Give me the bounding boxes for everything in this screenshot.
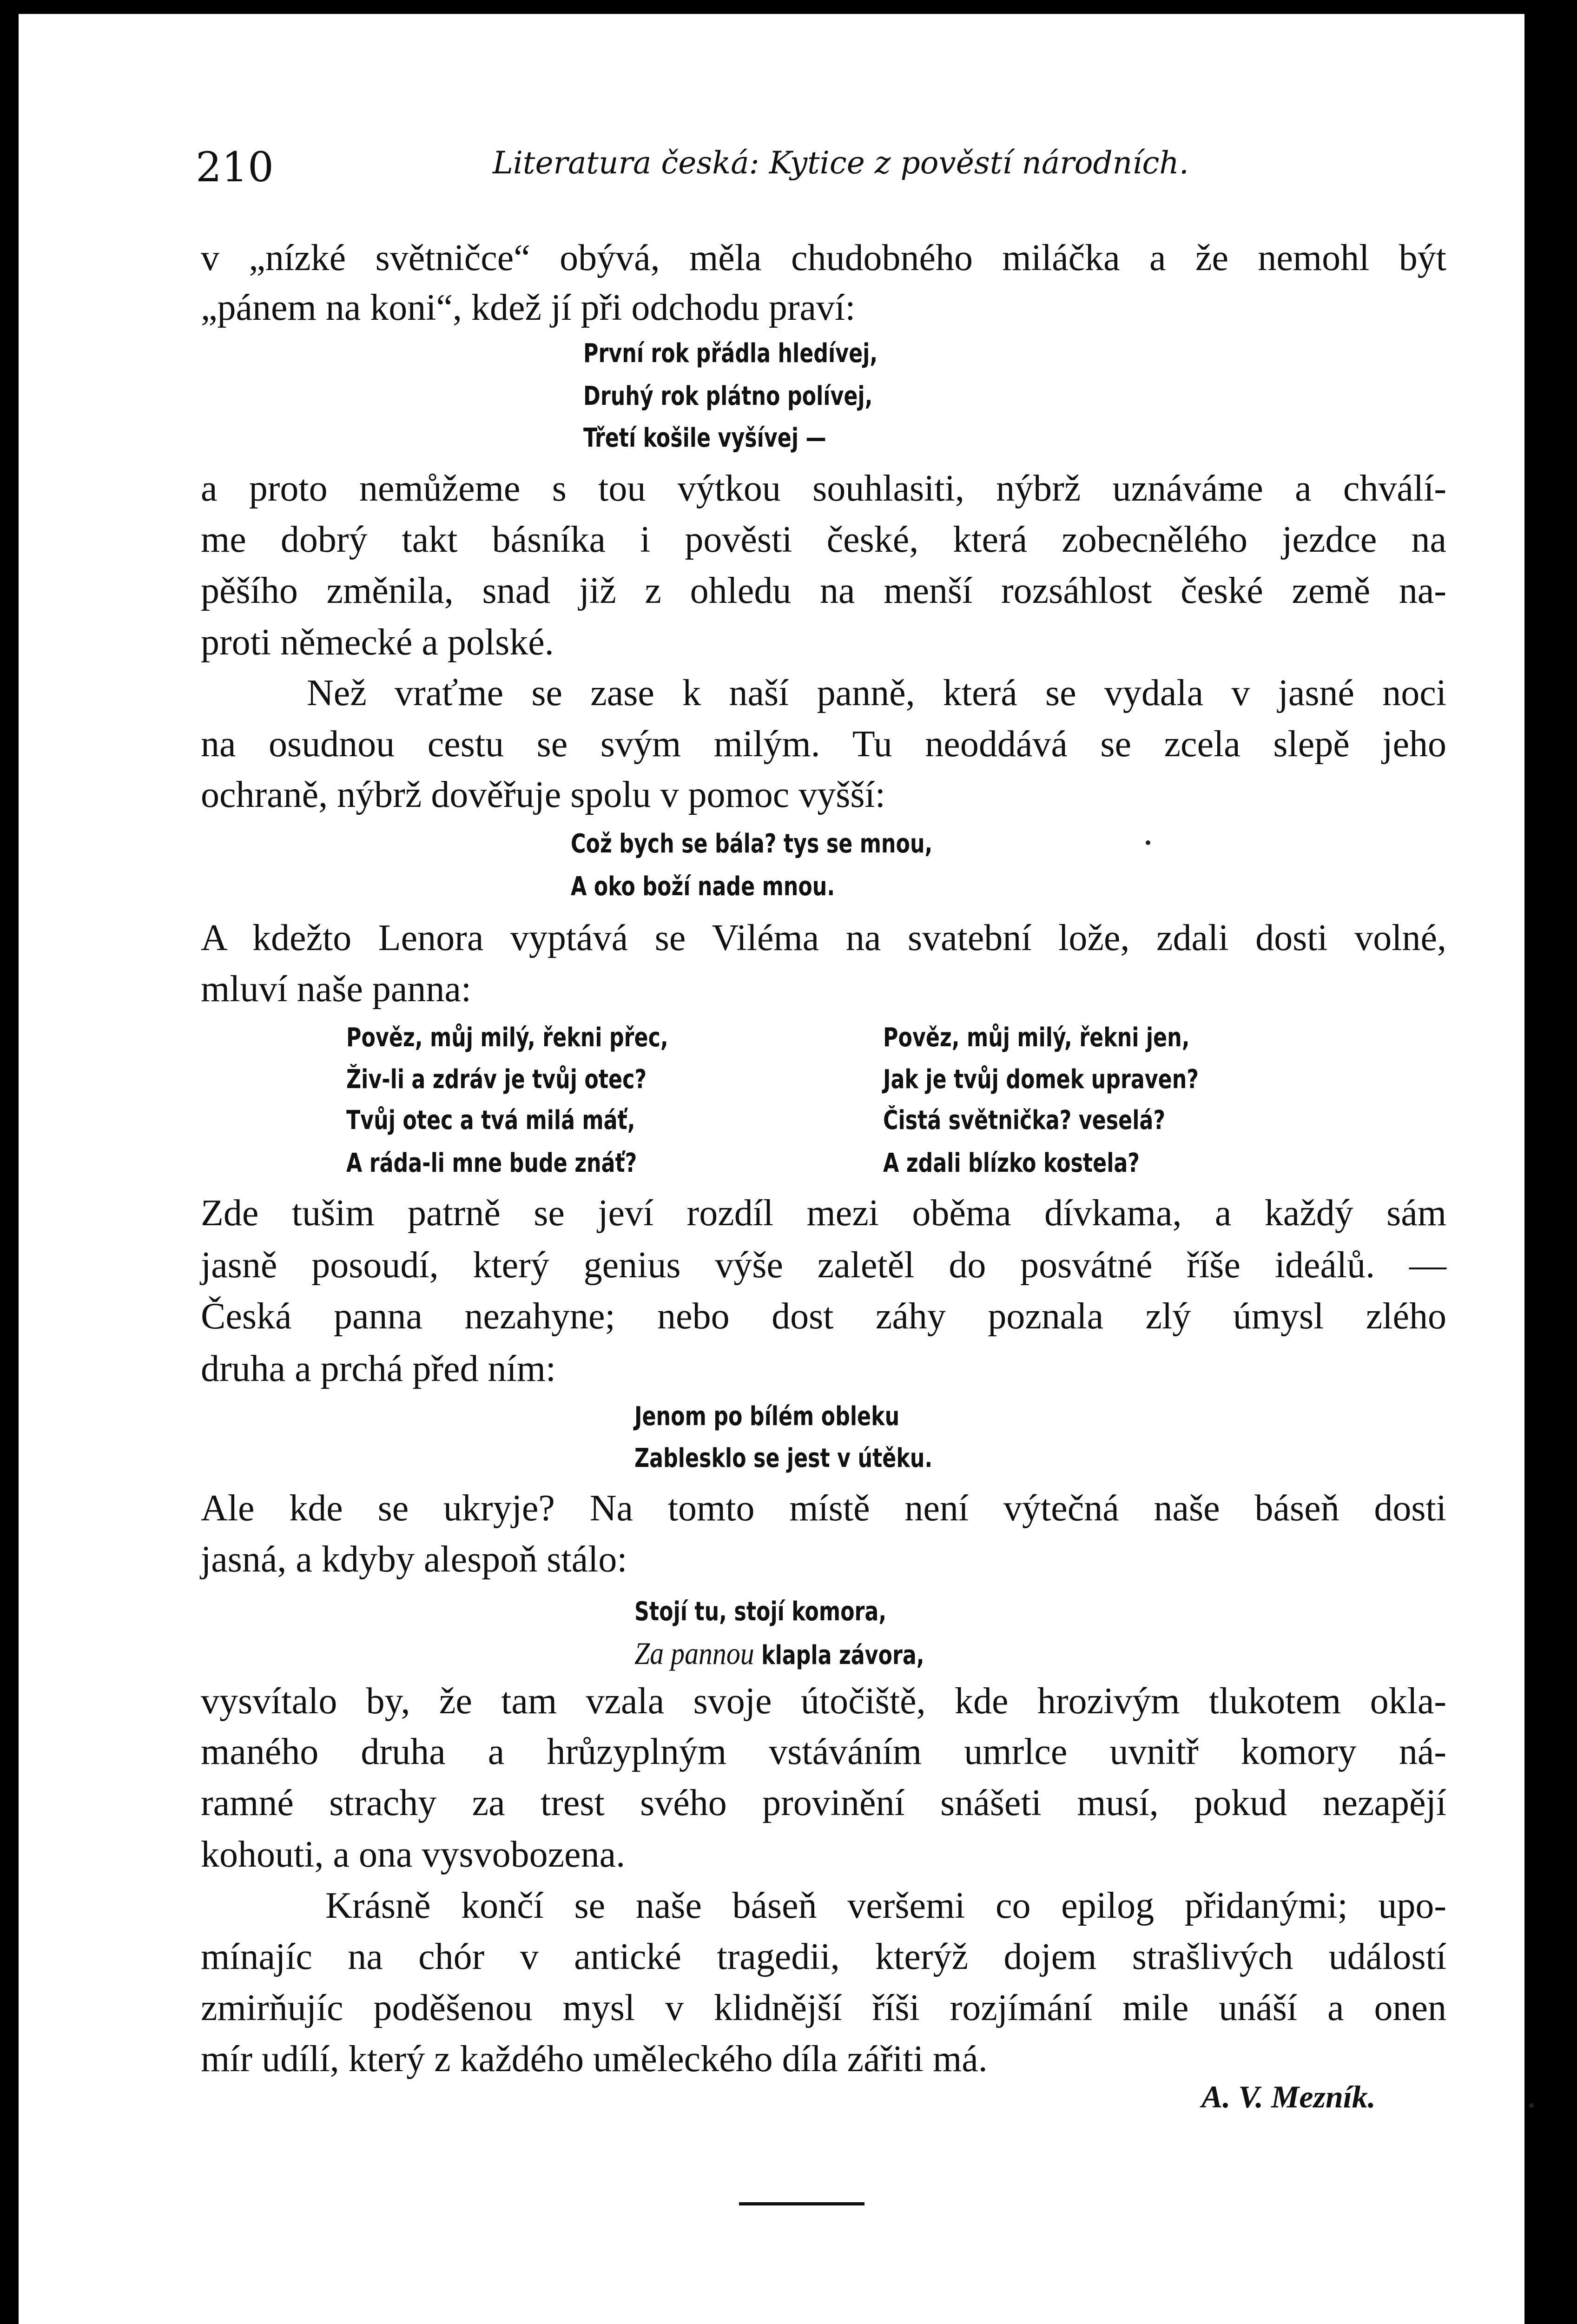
- running-title: Literatura česká: Kytice z pověstí národních.: [493, 145, 1189, 181]
- text-line: a proto nemůžeme s tou výtkou souhlasiti, nýbrž uznáváme a chválí-: [201, 468, 1446, 509]
- verse-line-right: Pověz, můj milý, řekni jen,: [883, 1023, 1190, 1053]
- text-line: Ale kde se ukryje? Na tomto místě není výtečná naše báseň dosti: [201, 1488, 1446, 1529]
- text-line: ramné strachy za trest svého provinění snášeti musí, pokud nezapějí: [201, 1783, 1446, 1823]
- text-line: „pánem na koni“, kdež jí při odchodu praví:: [201, 287, 856, 328]
- text-line: pěšího změnila, snad již z ohledu na menší rozsáhlost české země na-: [201, 570, 1446, 611]
- verse-line: Jenom po bílém obleku: [634, 1401, 900, 1432]
- verse-line-left: Pověz, můj milý, řekni přec,: [346, 1023, 668, 1053]
- text-line: kohouti, a ona vysvobozena.: [201, 1834, 626, 1875]
- text-line: v „nízké světničce“ obývá, měla chudobného miláčka a že nemohl být: [201, 238, 1446, 278]
- verse-line: Což bych se bála? tys se mnou,: [571, 829, 933, 859]
- text-line: mluví naše panna:: [201, 969, 472, 1010]
- text-line: druha a prchá před ním:: [201, 1348, 556, 1389]
- speck: [1529, 2103, 1534, 2108]
- text-line: na osudnou cestu se svým milým. Tu neoddává se zcela slepě jeho: [201, 724, 1446, 765]
- text-line: Česká panna nezahyne; nebo dost záhy poznala zlý úmysl zlého: [201, 1296, 1446, 1337]
- text-line: mínajíc na chór v antické tragedii, kterýž dojem strašlivých událostí: [201, 1936, 1446, 1977]
- verse-line: Druhý rok plátno polívej,: [583, 381, 873, 411]
- verse-line: Zablesklo se jest v útěku.: [634, 1443, 933, 1473]
- text-line: jasná, a kdyby alespoň stálo:: [201, 1539, 627, 1580]
- text-line: ochraně, nýbrž dověřuje spolu v pomoc vyšší:: [201, 774, 886, 815]
- verse-line: [634, 1631, 924, 1676]
- author-signature: A. V. Mezník.: [1201, 2079, 1376, 2114]
- verse-italic-words: Za pannou: [634, 1636, 754, 1671]
- verse-line: Stojí tu, stojí komora,: [634, 1597, 887, 1627]
- text-line: vysvítalo by, že tam vzala svoje útočiště, kde hrozivým tlukotem okla-: [201, 1681, 1446, 1722]
- text-line: jasně posoudí, který genius výše zaletěl do posvátné říše ideálů. —: [201, 1245, 1446, 1286]
- verse-line: První rok přádla hledívej,: [583, 338, 878, 369]
- verse-line: A oko boží nade mnou.: [571, 872, 835, 902]
- text-line: zmirňujíc poděšenou mysl v klidnější říši rozjímání mile unáší a onen: [201, 1987, 1446, 2028]
- verse-line-left: A ráda-li mne bude znáť?: [346, 1148, 637, 1178]
- text-line: Než vraťme se zase k naší panně, která se vydala v jasné noci: [307, 673, 1446, 713]
- text-line: A kdežto Lenora vyptává se Viléma na svatební lože, zdali dosti volné,: [201, 918, 1446, 958]
- text-line: Zde tušim patrně se jeví rozdíl mezi oběma dívkama, a každý sám: [201, 1193, 1446, 1234]
- text-line: Krásně končí se naše báseň veršemi co epilog přidanými; upo-: [325, 1885, 1446, 1926]
- verse-line-right: Čistá světnička? veselá?: [883, 1105, 1166, 1136]
- end-rule: [739, 2202, 864, 2205]
- text-line: proti německé a polské.: [201, 622, 554, 663]
- speck: [1146, 840, 1150, 845]
- verse-line: Třetí košile vyšívej —: [583, 423, 826, 453]
- verse-line-left: Tvůj otec a tvá milá máť,: [346, 1105, 635, 1136]
- text-line: mír udílí, který z každého uměleckého díla zářiti má.: [201, 2039, 988, 2080]
- text-line: maného druha a hrůzyplným vstáváním umrlce uvnitř komory ná-: [201, 1731, 1446, 1772]
- verse-line-right: A zdali blízko kostela?: [883, 1148, 1140, 1178]
- verse-line-left: Živ-li a zdráv je tvůj otec?: [346, 1064, 647, 1095]
- verse-words: klapla závora,: [761, 1640, 924, 1670]
- page-number: 210: [196, 143, 274, 191]
- verse-line-right: Jak je tvůj domek upraven?: [883, 1064, 1199, 1095]
- text-line: me dobrý takt básníka i pověsti české, která zobecnělého jezdce na: [201, 519, 1446, 560]
